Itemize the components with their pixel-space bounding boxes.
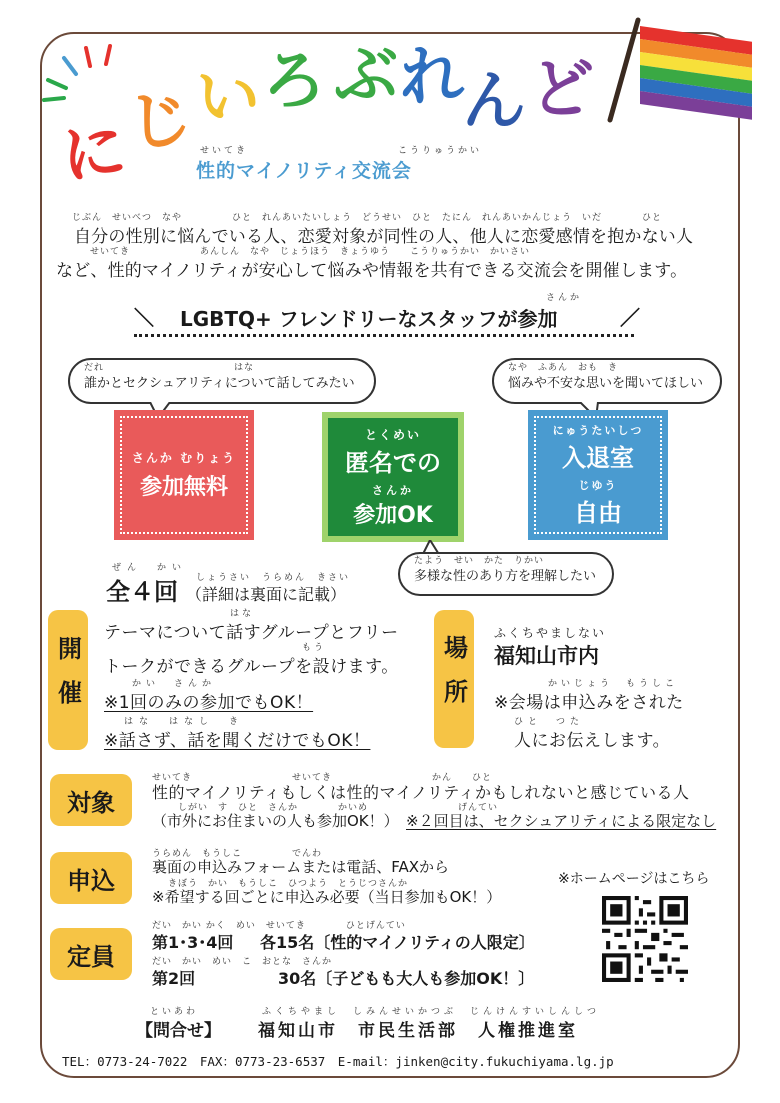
speech-bubble-right (492, 358, 722, 404)
card-label: 入退室 (562, 444, 634, 472)
card-free (114, 410, 254, 540)
label-moushikomi: 申込 (50, 852, 132, 904)
staff-heading: LGBTQ+ フレンドリーなスタッフが参加 (180, 307, 558, 331)
staff-ruby: さんか (546, 293, 583, 303)
label-teiin: 定員 (50, 928, 132, 980)
title-char: ど (530, 53, 594, 127)
contact-org: 福知山市 市民生活部 人権推進室 (258, 1021, 578, 1041)
subtitle-ruby: せいてき (200, 146, 249, 156)
label-kaisai: 開催 (48, 610, 88, 750)
title-char: れ (400, 41, 464, 115)
basho-note-1: ※会場は申込みをされた (494, 693, 684, 713)
bubble-ruby: なや ふあん おも き (508, 362, 619, 373)
teiin-row-1-label: 第1･3･4回 (152, 933, 234, 952)
card-label: 自由 (574, 499, 622, 527)
taisho-line-2a: （市外にお住まいの人も参加OK！） (152, 812, 399, 830)
card-anonymous (322, 412, 464, 542)
bubble-ruby: だれ はな (84, 362, 255, 373)
basho-ruby: ひと つた (514, 717, 585, 727)
card-label: 参加OK (353, 502, 433, 528)
intro-line-1: 自分の性別に悩んでいる人、恋愛対象が同性の人、他人に恋愛感情を抱かない人 (74, 227, 694, 247)
basho-ruby: かいじょう もうしこ (548, 679, 679, 689)
kaisai-ruby: かい さんか (132, 679, 217, 689)
bubble-text: 多様な性のあり方を理解したい (414, 568, 597, 584)
title-char: ん (462, 65, 526, 139)
moushikomi-line-2: ※希望する回ごとに申込み必要（当日参加もOK！） (152, 888, 502, 906)
speech-bubble-left (68, 358, 376, 404)
contact-ruby: といあわ (150, 1007, 199, 1017)
teiin-ruby: だい かい かく めい せいてき ひとげんてい (152, 921, 406, 931)
taisho-ruby: せいてき せいてき かん ひと (152, 773, 493, 783)
intro-line-2: など、性的マイノリティが安心して悩みや情報を共有できる交流会を開催します。 (56, 261, 688, 281)
title-char: ろ (262, 45, 326, 119)
teiin-row-1-value: 各15名〔性的マイノリティの人限定〕 (260, 933, 535, 952)
title-char: に (58, 113, 130, 195)
staff-slash-left: ＼ (134, 306, 154, 330)
bubble-ruby: たよう せい かた りかい (414, 555, 545, 566)
taisho-line-1: 性的マイノリティもしくは性的マイノリティかもしれないと感じている人 (152, 783, 690, 802)
contact-label: 【問合せ】 (136, 1021, 221, 1041)
kaisai-note-2: ※話さず、話を聞くだけでもOK！ (104, 731, 371, 751)
session-count: 全４回 (106, 578, 178, 606)
kaisai-note-1: ※1回のみの参加でもOK！ (104, 693, 314, 713)
place: 福知山市内 (494, 644, 599, 668)
card-ruby: さんか むりょう (131, 451, 237, 465)
kaisai-line-1: テーマについて話すグループとフリー (104, 623, 399, 643)
title-char: い (196, 61, 260, 135)
staff-slash-right: ／ (620, 306, 640, 330)
card-entry-exit (528, 410, 668, 540)
teiin-row-2-label: 第2回 (152, 969, 196, 988)
title-char: ぶ (334, 39, 398, 113)
teiin-row-2-value: 30名〔子どもも大人も参加OK！〕 (278, 969, 535, 988)
kaisai-ruby: もう (302, 643, 327, 653)
contact-line[interactable]: TEL：0773-24-7022 FAX：0773-23-6537 E-mail：jinken@city.fukuchiyama.lg.jp (62, 1054, 614, 1069)
teiin-ruby: だい かい めい こ おとな さんか (152, 957, 333, 967)
intro-ruby-1: じぶん せいべつ なや ひと れんあいたいしょう どうせい ひと たにん れんあいかんじょう いだ ひと (72, 213, 663, 223)
subtitle: 性的マイノリティ交流会 (196, 160, 412, 182)
contact-ruby: ふくちやまし しみんせいかつぶ じんけんすいしんしつ (262, 1007, 601, 1017)
bubble-text: 誰かとセクシュアリティについて話してみたい (84, 375, 355, 391)
card-ruby: さんか (372, 483, 414, 497)
detail-ruby: しょうさい うらめん きさい (196, 573, 351, 583)
title-char: じ (125, 82, 195, 162)
qr-code[interactable] (602, 896, 688, 982)
bubble-text: 悩みや不安な思いを聞いてほしい (508, 375, 704, 391)
dotted-divider (134, 334, 634, 337)
basho-ruby: ふくちやましない (494, 626, 607, 640)
label-taisho: 対象 (50, 774, 132, 826)
card-ruby: にゅうたいしつ (552, 424, 644, 437)
moushikomi-line-1: 裏面の申込みフォームまたは電話、FAXから (152, 858, 450, 876)
moushikomi-ruby: うらめん もうしこ でんわ (152, 849, 323, 859)
homepage-label: ※ホームページはこちら (558, 871, 710, 887)
kaisai-ruby: はな はなし き (124, 717, 245, 727)
basho-note-2: 人にお伝えします。 (514, 731, 671, 751)
session-detail: （詳細は裏面に記載） (186, 585, 347, 604)
card-ruby: じゆう (578, 479, 618, 492)
speech-bubble-bottom (398, 552, 614, 596)
kaisai-line-2: トークができるグループを設けます。 (104, 657, 399, 677)
subtitle-ruby: こうりゅうかい (398, 146, 483, 156)
taisho-ruby: しがい す ひと さんか かいめ げんてい (178, 803, 499, 813)
count-ruby: ぜん かい (112, 563, 188, 573)
card-label: 匿名での (345, 448, 441, 477)
moushikomi-ruby: きぼう かい もうしこ ひつよう とうじつさんか (168, 879, 409, 889)
taisho-line-2b: ※２回目は、セクシュアリティによる限定なし (406, 812, 717, 830)
intro-ruby-2: せいてき あんしん なや じょうほう きょうゆう こうりゅうかい かいさい (90, 247, 531, 257)
card-label: 参加無料 (139, 475, 228, 500)
kaisai-ruby: はな (230, 609, 255, 619)
label-basho: 場所 (434, 610, 474, 748)
card-ruby: とくめい (364, 427, 421, 442)
